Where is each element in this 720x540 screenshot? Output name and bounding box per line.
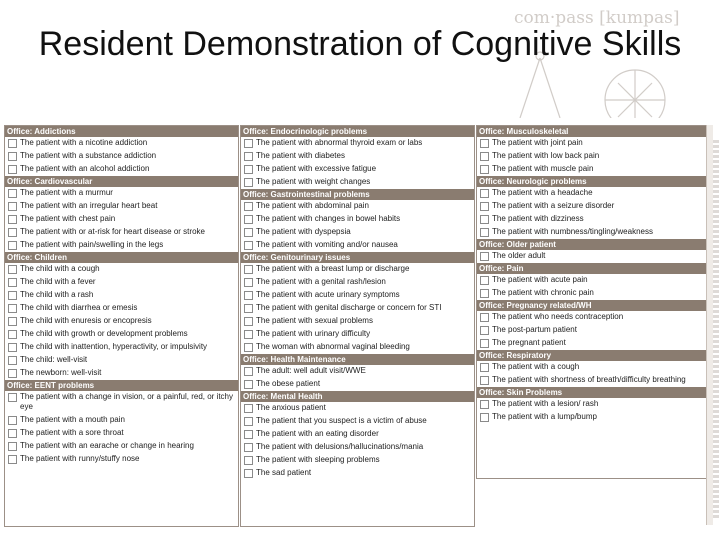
- checklist-item-label: The child with a rash: [20, 290, 94, 299]
- checkbox[interactable]: [8, 241, 17, 250]
- checkbox[interactable]: [8, 330, 17, 339]
- checklist-item[interactable]: [477, 411, 707, 424]
- checkbox[interactable]: [8, 265, 17, 274]
- checklist-column-1: [4, 125, 239, 527]
- checklist-item[interactable]: [477, 374, 707, 387]
- checklist-item-label: The patient with changes in bowel habits: [256, 214, 401, 223]
- checklist-item-label: The patient with a murmur: [20, 188, 113, 197]
- checkbox[interactable]: [480, 252, 489, 261]
- checklist-item-label: The patient with a lump/bump: [492, 412, 597, 421]
- checkbox[interactable]: [480, 165, 489, 174]
- checklist-column-2: [240, 125, 475, 527]
- checklist-item-label: The patient with a mouth pain: [20, 415, 125, 424]
- checklist-item[interactable]: [241, 150, 474, 163]
- checklist-item[interactable]: [5, 213, 238, 226]
- checklist-item-label: The patient that you suspect is a victim of abuse: [256, 416, 427, 425]
- checklist-item[interactable]: [5, 427, 238, 440]
- checklist-item[interactable]: [5, 263, 238, 276]
- checklist-item[interactable]: [477, 361, 707, 374]
- checkbox[interactable]: [8, 278, 17, 287]
- checklist-item-label: The post-partum patient: [492, 325, 577, 334]
- checklist-item-label: The patient with a substance addiction: [20, 151, 157, 160]
- checklist-item[interactable]: [5, 414, 238, 427]
- checkbox[interactable]: [8, 291, 17, 300]
- checklist-item-label: The patient with a change in vision, or a painful, red, or itchy eye: [20, 392, 234, 411]
- checkbox[interactable]: [480, 228, 489, 237]
- checkbox[interactable]: [8, 317, 17, 326]
- checklist-item-label: The child with inattention, hyperactivity, or impulsivity: [20, 342, 208, 351]
- checklist-item[interactable]: [477, 187, 707, 200]
- checklist-item-label: The patient with an eating disorder: [256, 429, 379, 438]
- checkbox[interactable]: [8, 152, 17, 161]
- checklist-item[interactable]: [241, 239, 474, 252]
- checkbox[interactable]: [244, 380, 253, 389]
- checklist-item-label: The sad patient: [256, 468, 312, 477]
- checklist-item-label: The obese patient: [256, 379, 321, 388]
- checklist-item[interactable]: [241, 315, 474, 328]
- checkbox[interactable]: [244, 265, 253, 274]
- checkbox[interactable]: [244, 443, 253, 452]
- section-header: Office: Neurologic problems: [477, 176, 707, 187]
- checklist-item[interactable]: [5, 150, 238, 163]
- checklist-item[interactable]: [241, 341, 474, 354]
- checklist-item[interactable]: [477, 274, 707, 287]
- checkbox[interactable]: [480, 326, 489, 335]
- checklist-item-label: The patient with shortness of breath/difficulty breathing: [492, 375, 686, 384]
- checkbox[interactable]: [480, 313, 489, 322]
- checklist-item-label: The patient with a genital rash/lesion: [256, 277, 386, 286]
- checklist-item-label: The patient with joint pain: [492, 138, 583, 147]
- checklist-item[interactable]: [5, 239, 238, 252]
- checklist-item-label: The patient with a headache: [492, 188, 593, 197]
- checkbox[interactable]: [244, 139, 253, 148]
- checkbox[interactable]: [8, 442, 17, 451]
- checkbox[interactable]: [244, 317, 253, 326]
- checklist-item[interactable]: [477, 226, 707, 239]
- checklist-item-label: The patient with a nicotine addiction: [20, 138, 148, 147]
- checklist-item[interactable]: [241, 441, 474, 454]
- checklist-item[interactable]: [241, 365, 474, 378]
- section-header: Office: Older patient: [477, 239, 707, 250]
- section-header: Office: Skin Problems: [477, 387, 707, 398]
- checklist-item[interactable]: [241, 467, 474, 480]
- checklist-item[interactable]: [5, 163, 238, 176]
- checklist-item[interactable]: [241, 176, 474, 189]
- section-header: Office: Addictions: [5, 126, 238, 137]
- checklist-item[interactable]: [477, 200, 707, 213]
- checklist-item[interactable]: [477, 398, 707, 411]
- checklist-item[interactable]: [5, 315, 238, 328]
- checklist-item-label: The patient with sexual problems: [256, 316, 373, 325]
- checkbox[interactable]: [8, 215, 17, 224]
- checklist-item-label: The patient with sleeping problems: [256, 455, 380, 464]
- checklist-item[interactable]: [241, 302, 474, 315]
- section-header: Office: Gastrointestinal problems: [241, 189, 474, 200]
- checkbox[interactable]: [480, 215, 489, 224]
- checklist-item-label: The patient with acute urinary symptoms: [256, 290, 400, 299]
- checklist-item-label: The woman with abnormal vaginal bleeding: [256, 342, 410, 351]
- section-header: Office: Pain: [477, 263, 707, 274]
- checklist-item-label: The patient with a cough: [492, 362, 580, 371]
- section-header: Office: Genitourinary issues: [241, 252, 474, 263]
- checklist-item-label: The adult: well adult visit/WWE: [256, 366, 366, 375]
- checklist-item-label: The patient who needs contraception: [492, 312, 624, 321]
- vertical-scrollbar[interactable]: [706, 125, 713, 525]
- section-header: Office: Respiratory: [477, 350, 707, 361]
- checklist-item[interactable]: [241, 213, 474, 226]
- checkbox[interactable]: [8, 228, 17, 237]
- checklist-item[interactable]: [477, 137, 707, 150]
- checkbox[interactable]: [244, 456, 253, 465]
- checklist-item[interactable]: [5, 328, 238, 341]
- checklist-item-label: The child with enuresis or encopresis: [20, 316, 152, 325]
- checklist-item[interactable]: [241, 328, 474, 341]
- checkbox[interactable]: [244, 278, 253, 287]
- checklist-item-label: The patient with genital discharge or concern for STI: [256, 303, 442, 312]
- checklist-item-label: The patient with an alcohol addiction: [20, 164, 150, 173]
- checklist-item[interactable]: [5, 367, 238, 380]
- checklist-item[interactable]: [5, 226, 238, 239]
- checkbox[interactable]: [8, 139, 17, 148]
- checklist-item-label: The patient with urinary difficulty: [256, 329, 371, 338]
- checklist-item-label: The patient with diabetes: [256, 151, 345, 160]
- checkbox[interactable]: [480, 189, 489, 198]
- section-header: Office: EENT problems: [5, 380, 238, 391]
- checklist-item-label: The patient with abdominal pain: [256, 201, 369, 210]
- checklist-item[interactable]: [477, 311, 707, 324]
- checklist-item-label: The patient with vomiting and/or nausea: [256, 240, 398, 249]
- checkbox[interactable]: [8, 189, 17, 198]
- section-header: Office: Pregnancy related/WH: [477, 300, 707, 311]
- checklist-item-label: The patient with low back pain: [492, 151, 600, 160]
- checklist-item-label: The patient with a sore throat: [20, 428, 124, 437]
- checklist-item[interactable]: [5, 276, 238, 289]
- checkbox[interactable]: [480, 400, 489, 409]
- checkbox[interactable]: [244, 178, 253, 187]
- checklist-item[interactable]: [5, 289, 238, 302]
- checklist-item-label: The pregnant patient: [492, 338, 566, 347]
- checkbox[interactable]: [8, 304, 17, 313]
- checklist-item[interactable]: [241, 226, 474, 239]
- checklist-item[interactable]: [5, 341, 238, 354]
- checklist-item-label: The patient with acute pain: [492, 275, 588, 284]
- checkbox[interactable]: [480, 376, 489, 385]
- checklist-item-label: The older adult: [492, 251, 546, 260]
- checkbox[interactable]: [8, 202, 17, 211]
- section-header: Office: Children: [5, 252, 238, 263]
- checkbox[interactable]: [244, 367, 253, 376]
- checkbox[interactable]: [480, 202, 489, 211]
- checklist-item[interactable]: [477, 163, 707, 176]
- checklist-item[interactable]: [477, 150, 707, 163]
- checklist-item-label: The patient with chronic pain: [492, 288, 594, 297]
- section-header: Office: Endocrinologic problems: [241, 126, 474, 137]
- checklist-item[interactable]: [477, 250, 707, 263]
- checklist-item-label: The patient with a breast lump or discharge: [256, 264, 410, 273]
- checklist-item-label: The patient with delusions/hallucinations/mania: [256, 442, 424, 451]
- checklist-item[interactable]: [5, 354, 238, 367]
- checkbox[interactable]: [244, 215, 253, 224]
- checkbox[interactable]: [244, 202, 253, 211]
- checklist-item-label: The child with a cough: [20, 264, 100, 273]
- checklist-item[interactable]: [241, 200, 474, 213]
- checkbox[interactable]: [8, 356, 17, 365]
- checkbox[interactable]: [480, 413, 489, 422]
- checkbox[interactable]: [244, 343, 253, 352]
- checklist-item-label: The newborn: well-visit: [20, 368, 102, 377]
- checklist-item[interactable]: [241, 378, 474, 391]
- checklist-item[interactable]: [5, 453, 238, 466]
- checkbox[interactable]: [244, 241, 253, 250]
- checkbox[interactable]: [8, 429, 17, 438]
- checkbox[interactable]: [480, 289, 489, 298]
- checklist-item-label: The child: well-visit: [20, 355, 88, 364]
- checklist-item-label: The patient with excessive fatigue: [256, 164, 377, 173]
- checkbox[interactable]: [480, 339, 489, 348]
- checklist-item[interactable]: [477, 324, 707, 337]
- checklist-item-label: The patient with weight changes: [256, 177, 371, 186]
- checkbox[interactable]: [244, 404, 253, 413]
- checkbox[interactable]: [8, 343, 17, 352]
- checkbox[interactable]: [480, 276, 489, 285]
- checklist-item-label: The patient with runny/stuffy nose: [20, 454, 140, 463]
- side-margin-text: [713, 140, 719, 520]
- checklist-item[interactable]: [241, 276, 474, 289]
- checkbox[interactable]: [244, 330, 253, 339]
- checklist-item[interactable]: [477, 287, 707, 300]
- checklist-item-label: The patient with an irregular heart beat: [20, 201, 158, 210]
- checklist-item-label: The child with growth or development problems: [20, 329, 188, 338]
- checklist-item-label: The patient with numbness/tingling/weakness: [492, 227, 653, 236]
- checklist-column-3: [476, 125, 708, 479]
- checklist-item[interactable]: [241, 289, 474, 302]
- checkbox[interactable]: [8, 369, 17, 378]
- checklist-item-label: The patient with an earache or change in hearing: [20, 441, 194, 450]
- checklist-item[interactable]: [241, 163, 474, 176]
- checkbox[interactable]: [244, 165, 253, 174]
- checklist-item-label: The patient with chest pain: [20, 214, 116, 223]
- checklist-item-label: The patient with a seizure disorder: [492, 201, 615, 210]
- checkbox[interactable]: [480, 152, 489, 161]
- checkbox[interactable]: [244, 430, 253, 439]
- checklist-item-label: The child with a fever: [20, 277, 96, 286]
- checklist-item[interactable]: [241, 454, 474, 467]
- checklist-item[interactable]: [5, 302, 238, 315]
- checklist-item[interactable]: [5, 440, 238, 453]
- checkbox[interactable]: [244, 304, 253, 313]
- checklist-item[interactable]: [241, 263, 474, 276]
- checklist-item-label: The patient with abnormal thyroid exam or labs: [256, 138, 423, 147]
- checklist-item[interactable]: [5, 187, 238, 200]
- checklist-item[interactable]: [241, 137, 474, 150]
- checklist-item-label: The child with diarrhea or emesis: [20, 303, 138, 312]
- checklist-item-label: The anxious patient: [256, 403, 326, 412]
- checkbox[interactable]: [480, 363, 489, 372]
- checklist-item[interactable]: [5, 137, 238, 150]
- checkbox[interactable]: [8, 393, 17, 402]
- section-header: Office: Musculoskeletal: [477, 126, 707, 137]
- checklist-item-label: The patient with dizziness: [492, 214, 584, 223]
- slide-title: Resident Demonstration of Cognitive Skills: [38, 25, 682, 63]
- checklist-item-label: The patient with dyspepsia: [256, 227, 351, 236]
- checkbox[interactable]: [244, 469, 253, 478]
- section-header: Office: Health Maintenance: [241, 354, 474, 365]
- checklist-item[interactable]: [477, 213, 707, 226]
- checklist-item[interactable]: [241, 428, 474, 441]
- checklist-item-label: The patient with or at-risk for heart disease or stroke: [20, 227, 205, 236]
- checkbox[interactable]: [244, 291, 253, 300]
- checklist-item-label: The patient with a lesion/ rash: [492, 399, 599, 408]
- checkbox[interactable]: [8, 416, 17, 425]
- checkbox[interactable]: [480, 139, 489, 148]
- checkbox[interactable]: [244, 417, 253, 426]
- checkbox[interactable]: [244, 228, 253, 237]
- checkbox[interactable]: [8, 165, 17, 174]
- checklist-item-label: The patient with muscle pain: [492, 164, 594, 173]
- watermark-text: com·pass [kumpas]: [514, 8, 680, 28]
- checklist-item[interactable]: [477, 337, 707, 350]
- checkbox[interactable]: [8, 455, 17, 464]
- section-header: Office: Cardiovascular: [5, 176, 238, 187]
- checklist-item-label: The patient with pain/swelling in the legs: [20, 240, 164, 249]
- checklist-item[interactable]: [241, 402, 474, 415]
- section-header: Office: Mental Health: [241, 391, 474, 402]
- checkbox[interactable]: [244, 152, 253, 161]
- checklist-item[interactable]: [241, 415, 474, 428]
- checklist-item[interactable]: [5, 391, 238, 414]
- checklist-item[interactable]: [5, 200, 238, 213]
